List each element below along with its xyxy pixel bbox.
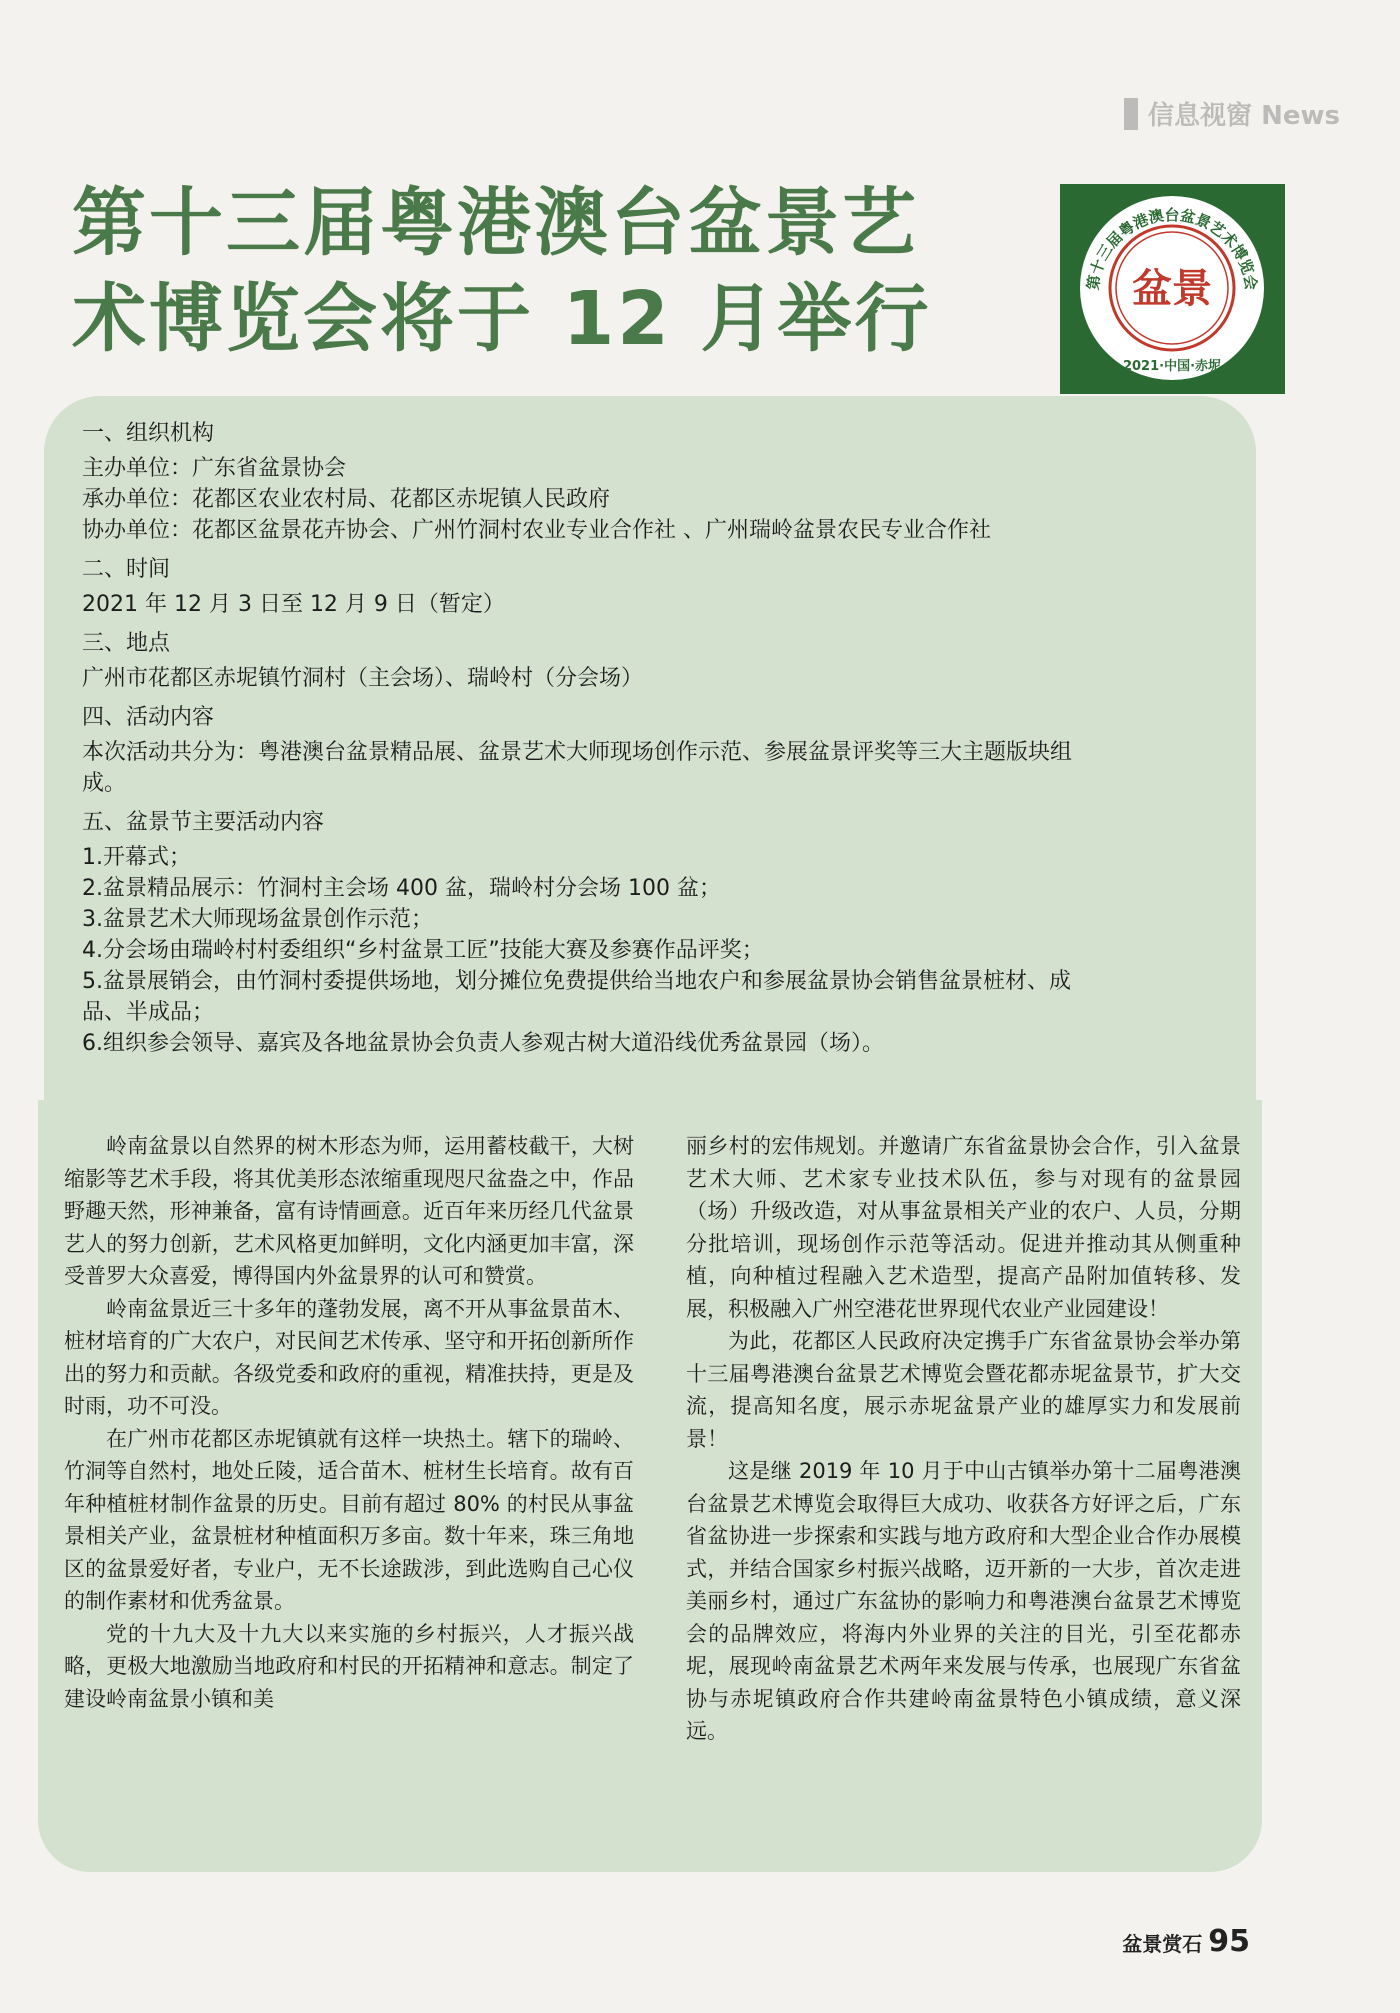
title-line-1: 第十三届粤港澳台盆景艺 [72, 180, 919, 266]
logo-arc-text: 第十三届粤港澳台盆景艺术博览会 [1083, 206, 1261, 292]
info-heading-organization: 一、组织机构 [82, 421, 215, 446]
footer-bleed-through [300, 1880, 1120, 1940]
info-heading-content: 四、活动内容 [82, 705, 215, 730]
activity-item: 品、半成品； [82, 1000, 215, 1025]
activity-item: 3.盆景艺术大师现场盆景创作示范； [82, 907, 433, 932]
magazine-name: 盆景赏石 [1122, 1932, 1203, 1956]
info-host: 主办单位：广东省盆景协会 [82, 456, 347, 481]
info-organizer: 承办单位：花都区农业农村局、花都区赤坭镇人民政府 [82, 487, 611, 512]
info-content-line-1: 本次活动共分为：粤港澳台盆景精品展、盆景艺术大师现场创作示范、参展盆景评奖等三大主题版块组 [82, 740, 1073, 765]
info-heading-activities: 五、盆景节主要活动内容 [82, 810, 325, 835]
article-column-right [686, 1130, 1241, 1748]
info-content-line-2: 成。 [82, 771, 127, 796]
activity-item: 6.组织参会领导、嘉宾及各地盆景协会负责人参观古树大道沿线优秀盆景园（场）。 [82, 1031, 884, 1056]
activity-item: 4.分会场由瑞岭村村委组织“乡村盆景工匠”技能大赛及参赛作品评奖； [82, 938, 764, 963]
logo-char-2: 景 [1172, 265, 1212, 312]
logo-char-1: 盆 [1132, 265, 1172, 312]
activity-item: 5.盆景展销会，由竹洞村委提供场地，划分摊位免费提供给当地农户和参展盆景协会销售盆景桩材、成 [82, 969, 1071, 994]
info-heading-location: 三、地点 [82, 631, 171, 656]
logo-bottom-text: 2021·中国·赤坭 [1122, 359, 1222, 374]
event-logo [1060, 184, 1285, 394]
article-title [72, 175, 1032, 367]
article-paragraph: 在广州市花都区赤坭镇就有这样一块热土。辖下的瑞岭、竹洞等自然村，地处丘陵，适合苗木、桩材生长培育。故有百年种植桩材制作盆景的历史。目前有超过 80% 的村民从事盆景相关产业，盆景桩材种植面积万多亩。数十年来，珠三角地区的盆景爱好者，专业户，无不长途跋涉，到此选购自己心仪的制作素材和优秀盆景。 [64, 1426, 634, 1613]
section-tag-text: 信息视窗 News [1148, 101, 1340, 131]
article-paragraph: 丽乡村的宏伟规划。并邀请广东省盆景协会合作，引入盆景艺术大师、艺术家专业技术队伍，参与对现有的盆景园（场）升级改造，对从事盆景相关产业的农户、人员，分期分批培训，现场创作示范等活动。促进并推动其从侧重种植，向种植过程融入艺术造型，提高产品附加值转移、发展，积极融入广州空港花世界现代农业产业园建设！ [686, 1134, 1241, 1321]
event-logo-emblem-icon [1060, 184, 1285, 394]
info-location: 广州市花都区赤坭镇竹洞村（主会场）、瑞岭村（分会场） [82, 666, 644, 691]
page-number: 95 [1208, 1924, 1250, 1959]
article-paragraph: 这是继 2019 年 10 月于中山古镇举办第十二届粤港澳台盆景艺术博览会取得巨大成功、收获各方好评之后，广东省盆协进一步探索和实践与地方政府和大型企业合作办展模式，并结合国家乡村振兴战略，迈开新的一大步，首次走进美丽乡村，通过广东盆协的影响力和粤港澳台盆景艺术博览会的品牌效应，将海内外业界的关注的目光，引至花都赤坭，展现岭南盆景艺术两年来发展与传承，也展现广东省盆协与赤坭镇政府合作共建岭南盆景特色小镇成绩，意义深远。 [686, 1459, 1241, 1743]
event-info [82, 410, 1242, 1059]
activity-item: 1.开幕式； [82, 845, 191, 870]
page-footer [1122, 1924, 1250, 1959]
info-co-organizer: 协办单位：花都区盆景花卉协会、广州竹洞村农业专业合作社 、广州瑞岭盆景农民专业合作社 [82, 518, 991, 543]
article-column-left [64, 1130, 634, 1715]
article-paragraph: 党的十九大及十九大以来实施的乡村振兴，人才振兴战略，更极大地激励当地政府和村民的开拓精神和意志。制定了建设岭南盆景小镇和美 [64, 1621, 634, 1711]
article-paragraph: 为此，花都区人民政府决定携手广东省盆景协会举办第十三届粤港澳台盆景艺术博览会暨花都赤坭盆景节，扩大交流，提高知名度，展示赤坭盆景产业的雄厚实力和发展前景！ [686, 1329, 1241, 1451]
article-paragraph: 岭南盆景近三十多年的蓬勃发展，离不开从事盆景苗木、桩材培育的广大农户，对民间艺术传承、坚守和开拓创新所作出的努力和贡献。各级党委和政府的重视，精准扶持，更是及时雨，功不可没。 [64, 1296, 634, 1418]
activity-item: 2.盆景精品展示：竹洞村主会场 400 盆，瑞岭村分会场 100 盆； [82, 876, 721, 901]
info-heading-time: 二、时间 [82, 557, 171, 582]
section-tag-bar [1124, 98, 1138, 130]
article-paragraph: 岭南盆景以自然界的树木形态为师，运用蓄枝截干，大树缩影等艺术手段，将其优美形态浓缩重现咫尺盆盎之中，作品野趣天然，形神兼备，富有诗情画意。近百年来历经几代盆景艺人的努力创新，艺术风格更加鲜明，文化内涵更加丰富，深受普罗大众喜爱，博得国内外盆景界的认可和赞赏。 [64, 1134, 634, 1288]
info-time: 2021 年 12 月 3 日至 12 月 9 日（暂定） [82, 592, 505, 617]
title-line-2: 术博览会将于 12 月举行 [72, 276, 932, 362]
section-tag [1124, 95, 1340, 132]
